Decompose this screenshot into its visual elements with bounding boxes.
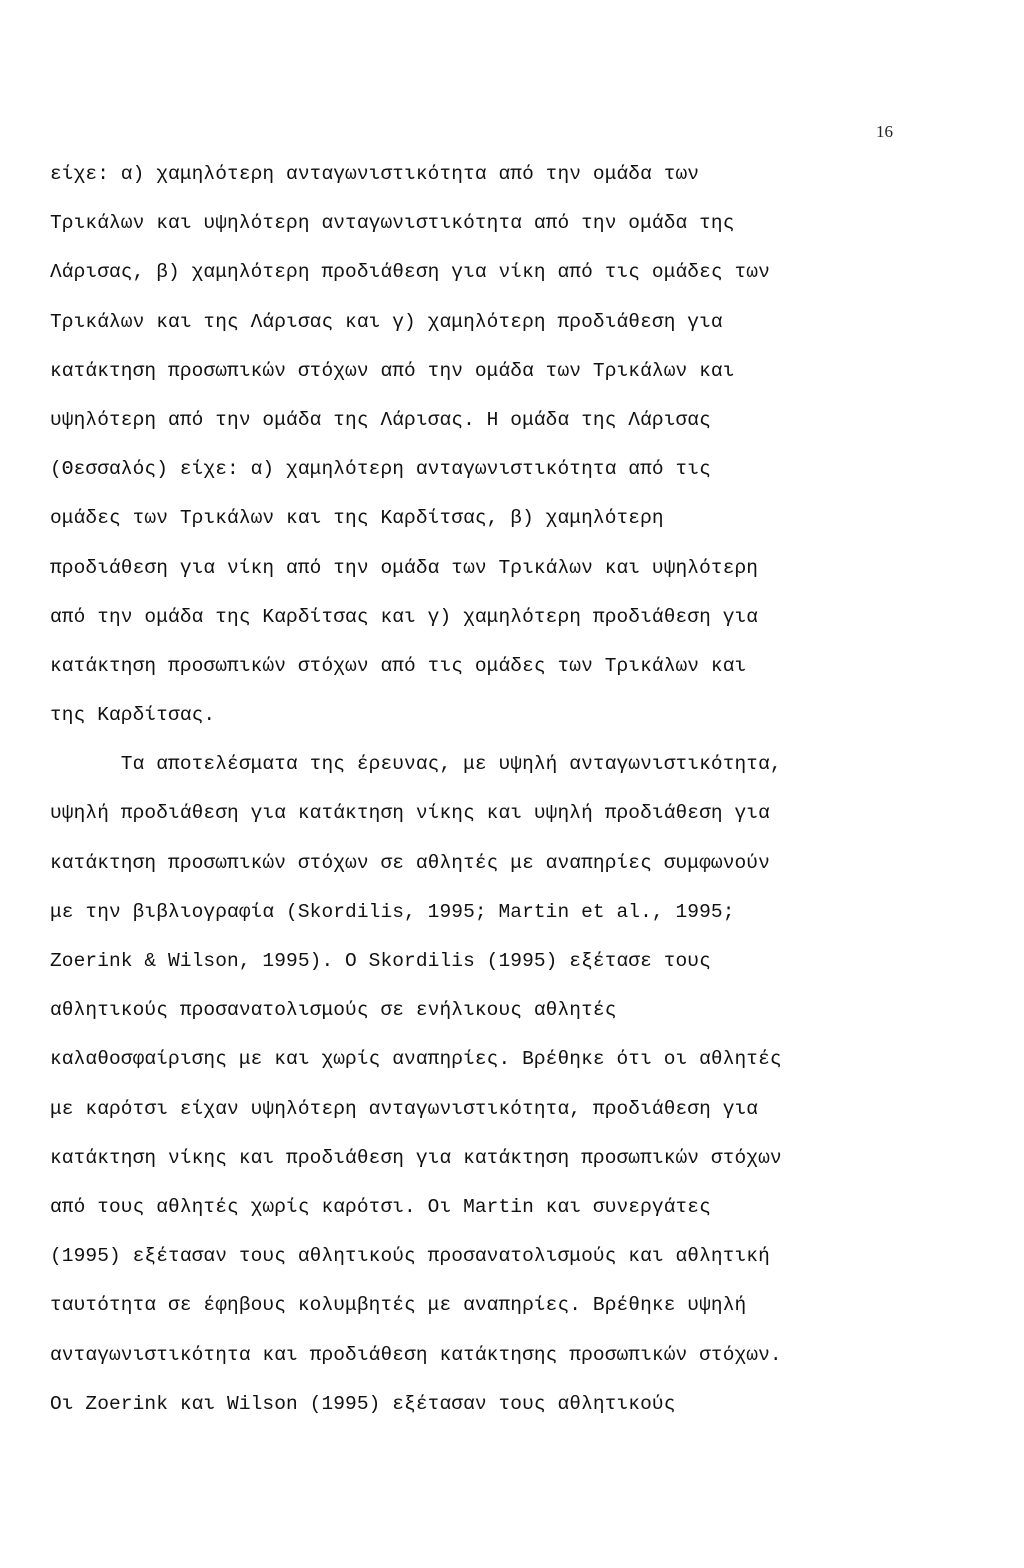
text-line-12: της Καρδίτσας. [50,704,216,727]
text-line-17: Zoerink & Wilson, 1995). O Skordilis (1995) εξέτασε τους [50,950,711,972]
text-line-22: από τους αθλητές χωρίς καρότσι. Οι Martin και συνεργάτες [50,1195,711,1218]
text-line-20: με καρότσι είχαν υψηλότερη ανταγωνιστικότητα, προδιάθεση για [50,1097,759,1120]
text-line-5: κατάκτηση προσωπικών στόχων από την ομάδα των Τρικάλων και [50,359,735,382]
text-line-16: με την βιβλιογραφία (Skordilis, 1995; Martin et al., 1995; [50,900,735,923]
page-number: 16 [876,122,893,141]
text-line-11: κατάκτηση προσωπικών στόχων από τις ομάδες των Τρικάλων και [50,654,747,677]
text-line-13: Τα αποτελέσματα της έρευνας, με υψηλή ανταγωνιστικότητα, [50,753,782,776]
text-line-8: ομάδες των Τρικάλων και της Καρδίτσας, β) χαμηλότερη [50,507,664,530]
text-line-3: Λάρισας, β) χαμηλότερη προδιάθεση για νίκη από τις ομάδες των [50,261,770,284]
text-line-6: υψηλότερη από την ομάδα της Λάρισας. Η ομάδα της Λάρισας [50,408,711,431]
text-line-14: υψηλή προδιάθεση για κατάκτηση νίκης και υψηλή προδιάθεση για [50,802,770,825]
body-text [50,150,1000,1429]
text-line-25: ανταγωνιστικότητα και προδιάθεση κατάκτησης προσωπικών στόχων. [50,1343,782,1366]
text-line-23: (1995) εξέτασαν τους αθλητικούς προσανατολισμούς και αθλητική [50,1245,770,1268]
text-line-19: καλαθοσφαίρισης με και χωρίς αναπηρίες. Βρέθηκε ότι οι αθλητές [50,1048,782,1071]
text-line-7: (Θεσσαλός) είχε: α) χαμηλότερη ανταγωνιστικότητα από τις [50,458,711,481]
text-line-24: ταυτότητα σε έφηβους κολυμβητές με αναπηρίες. Βρέθηκε υψηλή [50,1294,747,1317]
text-line-10: από την ομάδα της Καρδίτσας και γ) χαμηλότερη προδιάθεση για [50,605,759,628]
text-line-18: αθλητικούς προσανατολισμούς σε ενήλικους αθλητές [50,999,617,1022]
text-line-2: Τρικάλων και υψηλότερη ανταγωνιστικότητα από την ομάδα της [50,212,735,235]
text-line-4: Τρικάλων και της Λάρισας και γ) χαμηλότερη προδιάθεση για [50,310,723,333]
text-line-26: Οι Zoerink και Wilson (1995) εξέτασαν τους αθλητικούς [50,1392,676,1415]
text-line-1: είχε: α) χαμηλότερη ανταγωνιστικότητα από την ομάδα των [50,163,700,185]
text-line-21: κατάκτηση νίκης και προδιάθεση για κατάκτηση προσωπικών στόχων [50,1146,782,1169]
text-line-15: κατάκτηση προσωπικών στόχων σε αθλητές με αναπηρίες συμφωνούν [50,851,770,874]
text-line-9: προδιάθεση για νίκη από την ομάδα των Τρικάλων και υψηλότερη [50,556,759,579]
